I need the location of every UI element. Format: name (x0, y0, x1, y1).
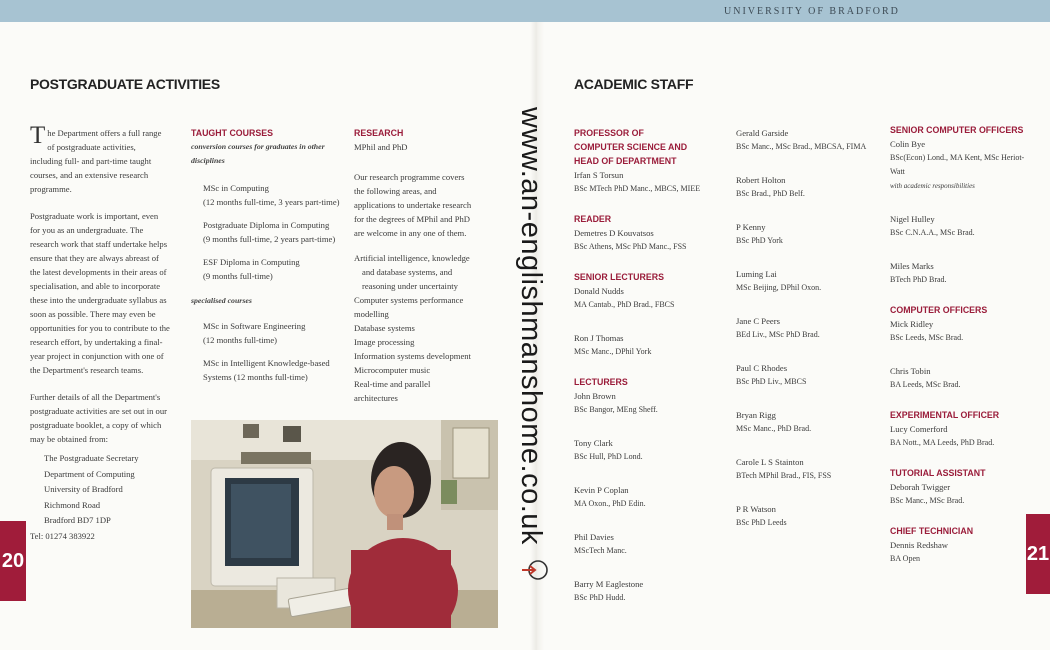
staff-entry: Phil Davies MScTech Manc. (574, 532, 627, 555)
senior-computer-officers-heading: SENIOR COMPUTER OFFICERS (890, 125, 1024, 135)
staff-entry: Deborah Twigger BSc Manc., MSc Brad. (890, 482, 965, 505)
taught-courses-heading: TAUGHT COURSES (191, 128, 273, 138)
top-color-band-left (0, 0, 537, 22)
watermark-logo-icon (520, 556, 548, 584)
right-page-title: ACADEMIC STAFF (574, 76, 694, 92)
intro-paragraph-3: Further details of all the Department's postgraduate activities are set out in our postgraduate booklet, a copy of which may be obtained from: (30, 392, 167, 444)
photo-illustration (191, 420, 498, 628)
staff-column-1 (574, 126, 704, 605)
staff-entry: Colin Bye BSc(Econ) Lond., MA Kent, MSc Heriot-Watt with academic responsibilities (890, 139, 1025, 190)
staff-entry: Lucy Comerford BA Nott., MA Leeds, PhD Brad. (890, 424, 995, 447)
dropcap: T (30, 122, 46, 149)
course-item: MSc in Computing (12 months full-time, 3 years part-time) (203, 183, 340, 207)
research-area: Artificial intelligence, knowledge and database systems, and reasoning under uncertainty (354, 253, 470, 291)
staff-column-2 (736, 126, 876, 549)
research-degrees: MPhil and PhD (354, 142, 408, 152)
research-area: Computer systems performance modelling (354, 295, 464, 319)
left-page-title: POSTGRADUATE ACTIVITIES (30, 76, 220, 92)
course-item: MSc in Intelligent Knowledge-based Systems (12 months full-time) (203, 358, 330, 382)
staff-entry: P Kenny BSc PhD York (736, 222, 783, 245)
staff-entry: Luming Lai MSc Beijing, DPhil Oxon. (736, 269, 822, 292)
reader-heading: READER (574, 214, 612, 224)
conversion-heading: conversion courses for graduates in other disciplines (191, 142, 325, 165)
staff-entry: Miles Marks BTech PhD Brad. (890, 261, 947, 284)
course-item: Postgraduate Diploma in Computing (9 months full-time, 2 years part-time) (203, 220, 336, 244)
research-heading: RESEARCH (354, 128, 404, 138)
watermark-text: www.an-englishmanshome.co.uk (515, 107, 547, 545)
experimental-officer-heading: EXPERIMENTAL OFFICER (890, 410, 1000, 420)
staff-entry: Kevin P Coplan MA Oxon., PhD Edin. (574, 485, 646, 508)
university-header: UNIVERSITY OF BRADFORD (724, 6, 900, 17)
page-number-tab-left: 20 (0, 521, 26, 601)
staff-entry: P R Watson BSc PhD Leeds (736, 504, 787, 527)
staff-entry: Jane C Peers BEd Liv., MSc PhD Brad. (736, 316, 820, 339)
chief-technician-heading: CHIEF TECHNICIAN (890, 526, 974, 536)
student-at-computer-photo (191, 420, 498, 628)
staff-column-3 (890, 123, 1025, 585)
staff-entry: Chris Tobin BA Leeds, MSc Brad. (890, 366, 961, 389)
staff-entry: Donald Nudds MA Cantab., PhD Brad., FBCS (574, 286, 675, 309)
research-description: Our research programme covers the following areas, and applications to undertake research for the degrees of MPhil and PhD are welcome in any one of them. (354, 172, 472, 238)
research-area: Image processing (354, 337, 415, 347)
computer-officers-heading: COMPUTER OFFICERS (890, 305, 988, 315)
research-area: Information systems development (354, 351, 471, 361)
course-item: MSc in Software Engineering (12 months full-time) (203, 321, 306, 345)
senior-lecturers-heading: SENIOR LECTURERS (574, 272, 664, 282)
staff-entry: Bryan Rigg MSc Manc., PhD Brad. (736, 410, 812, 433)
staff-entry: Nigel Hulley BSc C.N.A.A., MSc Brad. (890, 214, 975, 237)
professor-heading: PROFESSOR OF COMPUTER SCIENCE AND HEAD OF DEPARTMENT (574, 128, 688, 166)
staff-entry: Robert Holton BSc Brad., PhD Belf. (736, 175, 805, 198)
research-area: Real-time and parallel architectures (354, 379, 431, 403)
page-number-tab-right: 21 (1026, 514, 1050, 594)
specialised-heading: specialised courses (191, 296, 252, 305)
staff-entry: Irfan S Torsun BSc MTech PhD Manc., MBCS, MIEE (574, 170, 701, 193)
staff-entry: Ron J Thomas MSc Manc., DPhil York (574, 333, 652, 356)
research-column (354, 126, 476, 405)
staff-entry: Mick Ridley BSc Leeds, MSc Brad. (890, 319, 964, 342)
intro-column (30, 122, 170, 544)
staff-entry: Demetres D Kouvatsos BSc Athens, MSc PhD Manc., FSS (574, 228, 687, 251)
research-area: Microcomputer music (354, 365, 431, 375)
staff-entry: Paul C Rhodes BSc PhD Liv., MBCS (736, 363, 807, 386)
staff-entry: Gerald Garside BSc Manc., MSc Brad., MBCSA, FIMA (736, 128, 867, 151)
staff-entry: Carole L S Stainton BTech MPhil Brad., FIS, FSS (736, 457, 832, 480)
staff-entry: Barry M Eaglestone BSc PhD Hudd. (574, 579, 644, 602)
staff-entry: Tony Clark BSc Hull, PhD Lond. (574, 438, 643, 461)
staff-entry: John Brown BSc Bangor, MEng Sheff. (574, 391, 658, 414)
lecturers-heading: LECTURERS (574, 377, 628, 387)
tutorial-assistant-heading: TUTORIAL ASSISTANT (890, 468, 986, 478)
taught-courses-column (191, 126, 341, 384)
intro-paragraph-1: The Department offers a full range of postgraduate activities, including full- and part-time taught courses, and an extensive research programme. (30, 122, 162, 194)
intro-paragraph-2: Postgraduate work is important, even for you as an undergraduate. The research work that staff undertake helps ensure that they are always abreast of the latest developments in their areas of specialisation, and able to incorporate these into the undergraduate syllabus as soon as possible. There may even be opportunities for you to contribute to the research effort, by undertaking a final-year project in conjunction with one of the Department's research teams. (30, 211, 170, 375)
postgraduate-address: The Postgraduate Secretary Department of Computing University of Bradford Richmond Road Bradford BD7 1DP Tel: 01274 383922 (30, 453, 139, 541)
course-item: ESF Diploma in Computing (9 months full-time) (203, 257, 300, 281)
staff-entry: Dennis Redshaw BA Open (890, 540, 948, 563)
research-area: Database systems (354, 323, 415, 333)
